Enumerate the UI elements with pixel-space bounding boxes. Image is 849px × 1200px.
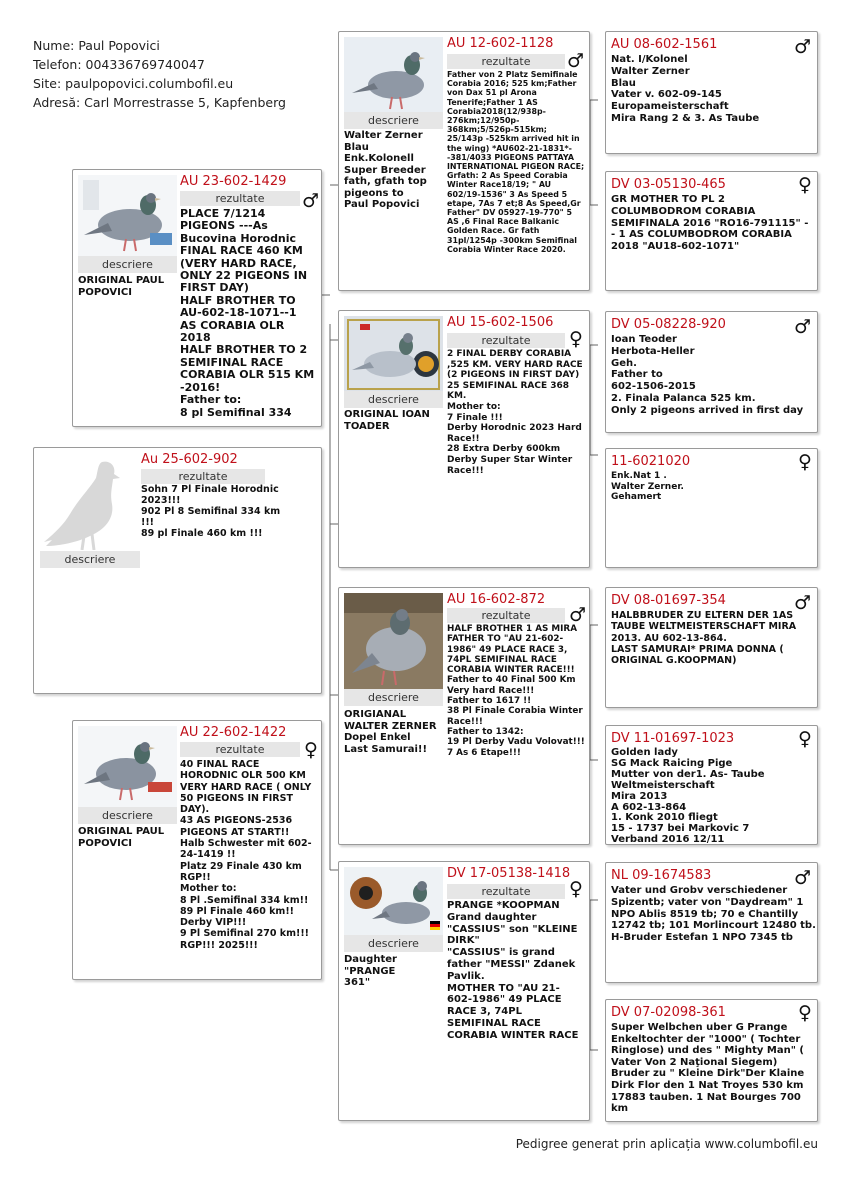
- mother-description-button[interactable]: descriere: [78, 807, 177, 824]
- fmm-info: Enk.Nat 1 . Walter Zerner. Gehamert: [611, 471, 684, 503]
- mfm-card: [605, 725, 818, 845]
- mf-results-button[interactable]: rezultate: [447, 608, 565, 623]
- ffm-ring-number: DV 03-05130-465: [611, 177, 726, 192]
- mfm-info: Golden lady SG Mack Raicing Pige Mutter von der1. As- Taube Weltmeisterschaft Mira 2013 A 602-13-864 1. Konk 2010 fliegt 15 - 1737 bei Markovic 7 Verband 2016 12/11: [611, 747, 765, 845]
- fmf-ring-number: DV 05-08228-920: [611, 317, 726, 332]
- pigeon-photo-icon: [344, 593, 443, 689]
- mother-ring-number: AU 22-602-1422: [180, 725, 287, 740]
- father-info: PLACE 7/1214 PIGEONS ---As Bucovina Horodnic FINAL RACE 460 KM (VERY HARD RACE, ONLY 22 PIGEONS IN FIRST DAY) HALF BROTHER TO AU-602-18-1071--1 AS CORABIA OLR 2018 HALF BROTHER TO 2 SEMIFINAL RACE CORABIA OLR 515 KM -2016! Father to: 8 pl Semifinal 334: [180, 207, 315, 419]
- male-icon: ♂: [794, 316, 812, 338]
- owner-phone: Telefon: 004336769740047: [33, 57, 205, 72]
- male-icon: ♂: [569, 604, 587, 626]
- pigeon-photo-icon: [344, 316, 443, 393]
- fm-card: [338, 310, 590, 568]
- subject-ring-number: Au 25-602-902: [141, 452, 238, 467]
- subject-card: [33, 447, 322, 694]
- mm-card: [338, 861, 590, 1121]
- owner-site: Site: paulpopovici.columbofil.eu: [33, 76, 234, 91]
- pigeon-photo-icon: [344, 867, 443, 935]
- mm-photo: [344, 867, 443, 935]
- ff-card: [338, 31, 590, 291]
- mother-photo: [78, 726, 177, 808]
- ffm-card: [605, 171, 818, 291]
- female-icon: ♀: [798, 451, 812, 473]
- father-card: [72, 169, 322, 427]
- female-icon: ♀: [304, 739, 318, 761]
- subject-pigeon-silhouette: [40, 454, 140, 550]
- father-breeder: ORIGINAL PAUL POPOVICI: [78, 275, 165, 298]
- mf-card: [338, 587, 590, 845]
- male-icon: ♂: [794, 867, 812, 889]
- father-photo: [78, 175, 177, 257]
- ffm-info: GR MOTHER TO PL 2 COLUMBODROM CORABIA SEMIFINALA 2016 "RO16-791115" -- 1 AS COLUMBODROM CORABIA 2018 "AU18-602-1071": [611, 194, 809, 253]
- female-icon: ♀: [798, 728, 812, 750]
- male-icon: ♂: [302, 190, 320, 212]
- fmm-card: [605, 448, 818, 568]
- mmm-ring-number: DV 07-02098-361: [611, 1005, 726, 1020]
- female-icon: ♀: [569, 328, 583, 350]
- mother-breeder: ORIGINAL PAUL POPOVICI: [78, 826, 165, 849]
- female-icon: ♀: [798, 174, 812, 196]
- father-description-button[interactable]: descriere: [78, 256, 177, 273]
- mother-results-button[interactable]: rezultate: [180, 742, 300, 757]
- owner-info: [33, 36, 286, 112]
- owner-address: Adresă: Carl Morrestrasse 5, Kapfenberg: [33, 95, 286, 110]
- subject-description-button[interactable]: descriere: [40, 551, 140, 568]
- pigeon-photo-icon: [78, 175, 177, 257]
- mmf-card: [605, 862, 818, 983]
- ff-ring-number: AU 12-602-1128: [447, 36, 554, 51]
- fmf-info: Ioan Teoder Herbota-Heller Geh. Father to 602-1506-2015 2. Finala Palanca 525 km. Only 2 pigeons arrived in first day: [611, 334, 804, 416]
- fmf-card: [605, 311, 818, 433]
- mff-card: [605, 587, 818, 708]
- mff-info: HALBBRUDER ZU ELTERN DER 1AS TAUBE WELTMEISTERSCHAFT MIRA 2013. AU 602-13-864. LAST SAMURAI* PRIMA DONNA ( ORIGINAL G.KOOPMAN): [611, 610, 797, 667]
- mother-card: [72, 720, 322, 980]
- mf-description-button[interactable]: descriere: [344, 689, 443, 706]
- subject-info: Sohn 7 Pl Finale Horodnic 2023!!! 902 Pl 8 Semifinal 334 km !!! 89 pl Finale 460 km !!!: [141, 484, 281, 539]
- mm-info: PRANGE *KOOPMAN Grand daughter "CASSIUS" son "KLEINE DIRK" "CASSIUS" is grand father "MESSI" Zdanek Pavlik. MOTHER TO "AU 21-602-1986" 49 PLACE RACE 3, 74PL SEMIFINAL RACE CORABIA WINTER RACE: [447, 900, 579, 1041]
- fff-info: Nat. I/Kolonel Walter Zerner Blau Vater v. 602-09-145 Europameisterschaft Mira Rang 2 & 3. As Taube: [611, 54, 760, 124]
- fff-ring-number: AU 08-602-1561: [611, 37, 718, 52]
- subject-results-button[interactable]: rezultate: [141, 469, 265, 484]
- father-ring-number: AU 23-602-1429: [180, 174, 287, 189]
- ff-info: Father von 2 Platz Semifinale Corabia 2016; 525 km;Father von Dax 51 pl Arona Tenerife;Father 1 AS Corabia2018(12/938p-276km;12/950p-368km;5/526p-515km; 25/143p -525km arrived hit in the wing) *AU602-21-1831*--381/4033 PIGEONS PATTAYA INTERNATIONAL PIGEON RACE; Grfath: 2 As Speed Corabia Winter Race18/19; " AU 602/19-1536" 3 As Speed 5 etape, 7As 7 et;8 As Speed,Gr Father" DV 05927-19-770" 5 AS ,6 Final Race Balkanic Golden Race. Gr fath 31pl/1254p -300km Semifinal Corabia Winter Race 2020.: [447, 70, 585, 254]
- female-icon: ♀: [798, 1002, 812, 1024]
- male-icon: ♂: [794, 592, 812, 614]
- pigeon-silhouette-icon: [40, 454, 140, 550]
- mmm-info: Super Welbchen uber G Prange Enkeltochter der "1000" ( Tochter Ringlose) und des " Mighty Man" ( Vater Von 2 Naţional Siegem) Bruder zu " Kleine Dirk"Der Klaine Dirk Flor den 1 Nat Troyes 530 km 17883 tauben. 1 Nat Bourges 700 km: [611, 1022, 805, 1115]
- mm-results-button[interactable]: rezultate: [447, 884, 565, 899]
- male-icon: ♂: [567, 50, 585, 72]
- fm-info: 2 FINAL DERBY CORABIA ,525 KM. VERY HARD RACE (2 PIGEONS IN FIRST DAY) 25 SEMIFINAL RACE 368 KM. Mother to: 7 Finale !!! Derby Horodnic 2023 Hard Race!! 28 Extra Derby 600km Derby Super Star Winter Race!!!: [447, 349, 583, 476]
- mf-ring-number: AU 16-602-872: [447, 592, 546, 607]
- fm-description-button[interactable]: descriere: [344, 391, 443, 408]
- mm-ring-number: DV 17-05138-1418: [447, 866, 571, 881]
- fm-photo: [344, 316, 443, 393]
- ff-results-button[interactable]: rezultate: [447, 54, 565, 69]
- mf-photo: [344, 593, 443, 689]
- fff-card: [605, 31, 818, 154]
- mf-breeder: ORIGIANAL WALTER ZERNER Dopel Enkel Last Samurai!!: [344, 709, 437, 755]
- ff-breeder: Walter Zerner Blau Enk.Kolonell Super Breeder fath, gfath top pigeons to Paul Popovici: [344, 130, 427, 210]
- footer-credit: Pedigree generat prin aplicația www.columbofil.eu: [515, 1137, 818, 1151]
- father-results-button[interactable]: rezultate: [180, 191, 300, 206]
- pigeon-photo-icon: [78, 726, 177, 808]
- ff-photo: [344, 37, 443, 114]
- mmf-info: Vater und Grobv verschiedener Spizentb; vater von "Daydream" 1 NPO Ablis 8519 tb; 70 e Chantilly 12742 tb; 101 Morlincourt 12480 tb. H-Bruder Estefan 1 NPO 7345 tb: [611, 885, 816, 944]
- mmm-card: [605, 999, 818, 1122]
- mfm-ring-number: DV 11-01697-1023: [611, 731, 735, 746]
- mf-info: HALF BROTHER 1 AS MIRA FATHER TO "AU 21-602-1986" 49 PLACE RACE 3, 74PL SEMIFINAL RACE CORABIA WINTER RACE!!! Father to 40 Final 500 Km Very hard Race!!! Father to 1617 !! 38 Pl Finale Corabia Winter Race!!! Father to 1342: 19 Pl Derby Vadu Volovat!!! 7 As 6 Etape!!!: [447, 624, 585, 758]
- mmf-ring-number: NL 09-1674583: [611, 868, 712, 883]
- mff-ring-number: DV 08-01697-354: [611, 593, 726, 608]
- mm-description-button[interactable]: descriere: [344, 935, 443, 952]
- fm-results-button[interactable]: rezultate: [447, 333, 565, 348]
- pigeon-photo-icon: [344, 37, 443, 114]
- fm-ring-number: AU 15-602-1506: [447, 315, 554, 330]
- female-icon: ♀: [569, 878, 583, 900]
- ff-description-button[interactable]: descriere: [344, 112, 443, 129]
- male-icon: ♂: [794, 36, 812, 58]
- owner-name: Nume: Paul Popovici: [33, 38, 160, 53]
- fm-breeder: ORIGINAL IOAN TOADER: [344, 409, 430, 432]
- mm-breeder: Daughter "PRANGE 361": [344, 954, 397, 988]
- mother-info: 40 FINAL RACE HORODNIC OLR 500 KM VERY HARD RACE ( ONLY 50 PIGEONS IN FIRST DAY). 43 AS PIGEONS-2536 PIGEONS AT START!! Halb Schwester mit 602-24-1419 !! Platz 29 Finale 430 km RGP!! Mother to: 8 Pl .Semifinal 334 km!! 89 Pl Finale 460 km!! Derby VIP!!! 9 Pl Semifinal 270 km!!! RGP!!! 2025!!!: [180, 759, 312, 951]
- fmm-ring-number: 11-6021020: [611, 454, 691, 469]
